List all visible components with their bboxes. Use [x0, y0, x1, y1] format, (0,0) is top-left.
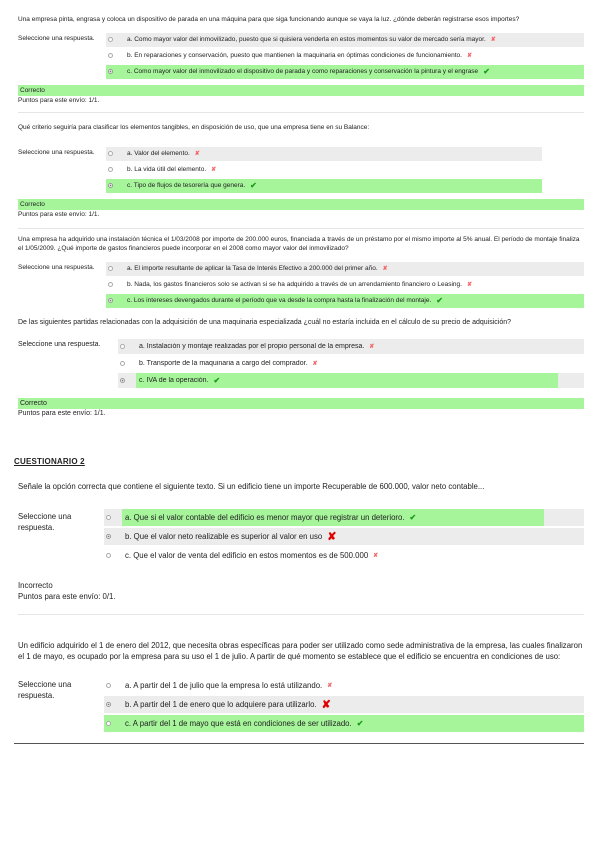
section-title: CUESTIONARIO 2: [14, 457, 85, 466]
feedback-correct: Correcto: [18, 199, 584, 210]
score-text: Puntos para este envío: 1/1.: [18, 210, 100, 218]
radio-button-selected[interactable]: [108, 69, 113, 74]
option-a[interactable]: [104, 677, 584, 694]
radio-button-selected[interactable]: [120, 378, 125, 383]
option-label: b. En reparaciones y conservación, puesto que mantienen la maquinaria en óptimas condiciones de funcionamiento.: [127, 52, 462, 60]
option-label: a. Instalación y montaje realizadas por el propio personal de la empresa.: [139, 343, 365, 351]
option-label: c. IVA de la operación.: [139, 377, 209, 385]
radio-button-selected[interactable]: [106, 702, 111, 707]
option-label: b. Que el valor neto realizable es superior al valor en uso: [125, 531, 323, 541]
option-b[interactable]: [106, 163, 584, 177]
incorrect-selected-icon: ✘: [327, 530, 337, 543]
option-label: a. Como mayor valor del inmovilizado, puesto que si quisiera venderla en estos momentos su valor de mercado sería mayor.: [127, 36, 486, 44]
answer-prompt: Seleccione una respuesta.: [18, 341, 101, 349]
option-label: b. Nada, los gastos financieros solo se activan si se ha adquirido a través de un arrendamiento financiero o Leasing.: [127, 281, 462, 289]
radio-button[interactable]: [108, 167, 113, 172]
divider: [18, 228, 584, 229]
question-6: [18, 640, 584, 734]
incorrect-selected-icon: ✘: [321, 698, 331, 711]
correct-check-icon: ✔: [436, 296, 443, 306]
option-a[interactable]: [118, 339, 584, 354]
option-b[interactable]: [106, 49, 584, 63]
option-c[interactable]: [106, 65, 584, 79]
answer-prompt: Seleccione una respuesta.: [18, 148, 95, 156]
feedback-incorrect: Incorrecto: [18, 580, 53, 590]
incorrect-icon: ✘: [382, 266, 388, 273]
option-b[interactable]: [104, 696, 584, 713]
option-a[interactable]: [106, 33, 584, 47]
option-label: b. Transporte de la maquinaria a cargo del comprador.: [139, 360, 308, 368]
radio-button[interactable]: [106, 515, 111, 520]
question-text: Una empresa ha adquirido una instalación técnica el 1/03/2008 por importe de 200.000 euros, financiada a través de un préstamo por el mismo importe al 5% anual. El período de montaje finaliza el 1/05/2009. ¿Qué importe de gastos financieros puede incorporar en el 2008 como mayor valor del inmovilizado?: [18, 236, 580, 252]
incorrect-icon: ✘: [194, 151, 200, 158]
question-text: Una empresa pinta, engrasa y coloca un dispositivo de parada en una máquina para que siga funcionando aunque se vaya la luz. ¿dónde deberán registrarse esos importes?: [18, 16, 520, 23]
radio-button[interactable]: [108, 37, 113, 42]
option-c[interactable]: [118, 373, 584, 388]
option-a[interactable]: [104, 509, 584, 526]
score-text: Puntos para este envío: 1/1.: [18, 96, 100, 104]
answer-prompt: Seleccione una respuesta.: [18, 34, 95, 42]
option-c[interactable]: [106, 179, 542, 193]
option-label: a. El importe resultante de aplicar la Tasa de Interés Efectivo a 200.000 del primer año.: [127, 265, 378, 273]
question-text: Señale la opción correcta que contiene el siguiente texto. Si un edificio tiene un importe Recuperable de 600.000, valor neto contable...: [18, 482, 485, 491]
question-text: De las siguientes partidas relacionadas con la adquisición de una maquinaria especializada ¿cuál no estaría incluida en el cálculo de su precio de adquisición?: [18, 319, 512, 326]
divider: [18, 112, 584, 113]
radio-button[interactable]: [120, 344, 125, 349]
option-c[interactable]: [104, 547, 584, 564]
option-b[interactable]: [104, 528, 584, 545]
option-c[interactable]: [106, 294, 584, 308]
radio-button-selected[interactable]: [108, 298, 113, 303]
incorrect-icon: ✘: [373, 552, 379, 559]
correct-check-icon: ✔: [356, 718, 364, 728]
answer-prompt: Seleccione una respuesta.: [18, 511, 72, 533]
correct-check-icon: ✔: [250, 181, 257, 191]
question-5: [18, 482, 584, 601]
incorrect-icon: ✘: [369, 344, 375, 351]
option-label: c. Como mayor valor del inmovilizado el dispositivo de parada y como reparaciones y conservación la pintura y el engrase: [127, 68, 479, 76]
incorrect-icon: ✘: [466, 53, 472, 60]
option-a[interactable]: [106, 262, 584, 276]
option-b[interactable]: [118, 356, 584, 371]
option-b[interactable]: [106, 278, 584, 292]
option-a[interactable]: [106, 147, 542, 161]
bottom-divider: [14, 743, 584, 744]
option-label: b. La vida útil del elemento.: [127, 166, 207, 174]
question-4: [18, 318, 584, 417]
option-label: a. Valor del elemento.: [127, 150, 190, 158]
correct-check-icon: ✔: [213, 376, 221, 386]
radio-button-selected[interactable]: [108, 183, 113, 188]
radio-button[interactable]: [106, 683, 111, 688]
divider: [18, 614, 584, 615]
incorrect-icon: ✘: [327, 682, 333, 689]
incorrect-icon: ✘: [490, 37, 496, 44]
incorrect-icon: ✘: [312, 361, 318, 368]
score-text: Puntos para este envío: 0/1.: [18, 591, 116, 601]
radio-button[interactable]: [106, 553, 111, 558]
feedback-correct: Correcto: [18, 85, 584, 96]
option-label: a. A partir del 1 de julio que la empresa lo está utilizando.: [125, 680, 323, 690]
question-text: Qué criterio seguiría para clasificar los elementos tangibles, en disposición de uso, que una empresa tiene en su Balance:: [18, 124, 370, 131]
correct-check-icon: ✔: [483, 67, 490, 77]
radio-button[interactable]: [106, 721, 111, 726]
question-1: [18, 16, 584, 104]
option-c[interactable]: [104, 715, 584, 732]
option-label: b. A partir del 1 de enero que lo adquiere para utilizarlo.: [125, 699, 317, 709]
score-text: Puntos para este envío: 1/1.: [18, 410, 106, 418]
radio-button[interactable]: [108, 282, 113, 287]
question-text: Un edificio adquirido el 1 de enero del 2012, que necesita obras específicas para poder ser utilizado como sede administrativa de la empresa, las cuales finalizaron el 1 de mayo, es ocupado por la empresa para su uso el 1 de julio. A partir de qué momento se establece que el edificio se encuentra en condiciones de uso:: [18, 641, 583, 662]
option-label: a. Que si el valor contable del edificio es menor mayor que registrar un deterioro.: [125, 512, 405, 522]
correct-check-icon: ✔: [409, 512, 417, 522]
option-label: c. A partir del 1 de mayo que está en condiciones de ser utilizado.: [125, 718, 352, 728]
radio-button-selected[interactable]: [106, 534, 111, 539]
radio-button[interactable]: [120, 361, 125, 366]
option-label: c. Los intereses devengados durante el período que va desde la compra hasta la finalización del montaje.: [127, 297, 432, 305]
option-label: c. Que el valor de venta del edificio en estos momentos es de 500.000: [125, 550, 369, 560]
incorrect-icon: ✘: [211, 167, 217, 174]
answer-prompt: Seleccione una respuesta.: [18, 263, 95, 271]
incorrect-icon: ✘: [466, 282, 472, 289]
question-3: [18, 236, 584, 310]
option-label: c. Tipo de flujos de tesorería que genera.: [127, 182, 246, 190]
question-2: [18, 124, 584, 218]
radio-button[interactable]: [108, 266, 113, 271]
feedback-correct: Correcto: [18, 398, 584, 409]
radio-button[interactable]: [108, 53, 113, 58]
answer-prompt: Seleccione una respuesta.: [18, 679, 72, 701]
radio-button[interactable]: [108, 151, 113, 156]
